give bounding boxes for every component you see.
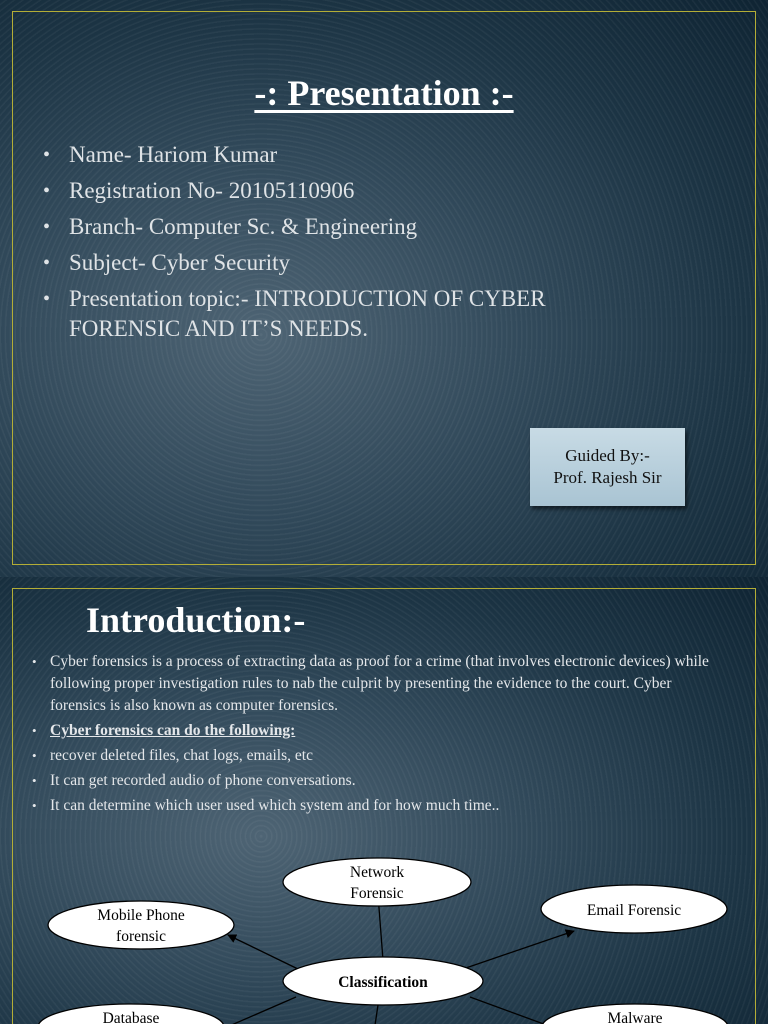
connector-mobile: [228, 935, 300, 970]
capability-text: It can determine which user used which system and for how much time..: [50, 797, 500, 814]
list-item: [40, 140, 640, 170]
list-item: [30, 770, 730, 792]
subject-text: Subject- Cyber Security: [69, 250, 291, 275]
connector-database: [220, 997, 296, 1024]
bullet-icon: •: [43, 216, 51, 238]
bullet-icon: •: [32, 798, 37, 813]
node-label: Classification: [338, 974, 428, 991]
info-list: [40, 140, 640, 350]
node-label: Malware: [607, 1010, 663, 1024]
list-item: [30, 720, 730, 742]
bullet-icon: •: [43, 252, 51, 274]
bullet-icon: •: [32, 748, 37, 763]
bullet-icon: •: [32, 654, 37, 669]
name-text: Name- Hariom Kumar: [69, 142, 278, 167]
topic-text: Presentation topic:- INTRODUCTION OF CYBER FORENSIC AND IT’S NEEDS.: [69, 286, 546, 341]
slide-introduction: [0, 577, 768, 1024]
bullet-icon: •: [43, 180, 51, 202]
node-network-forensic: [283, 858, 471, 906]
list-item: [30, 745, 730, 767]
bullet-icon: •: [43, 144, 51, 166]
node-email-forensic: [541, 885, 727, 933]
slide-title: Introduction:-: [86, 600, 306, 640]
classification-diagram: [0, 847, 768, 1024]
list-item: [30, 795, 730, 817]
branch-text: Branch- Computer Sc. & Engineering: [69, 214, 418, 239]
registration-text: Registration No- 20105110906: [69, 178, 355, 203]
intro-list: [30, 651, 730, 820]
list-item: [40, 176, 640, 206]
node-label: Network: [349, 864, 405, 881]
node-label: Forensic: [350, 885, 404, 902]
list-item: [40, 212, 640, 242]
node-label: Email Forensic: [586, 902, 682, 919]
capabilities-heading: Cyber forensics can do the following:: [50, 722, 296, 739]
bullet-icon: •: [32, 773, 37, 788]
list-item: [30, 651, 730, 717]
node-label: forensic: [116, 928, 166, 945]
guided-by-label: Guided By:-: [565, 446, 650, 465]
list-item: [40, 248, 640, 278]
guided-by-box: [530, 428, 685, 506]
bullet-icon: •: [32, 723, 37, 738]
capability-text: recover deleted files, chat logs, emails, etc: [50, 747, 313, 764]
slide-title: -: Presentation :-: [254, 73, 514, 113]
node-label: Mobile Phone: [97, 907, 185, 924]
capability-text: It can get recorded audio of phone conversations.: [50, 772, 356, 789]
node-database: [38, 1004, 224, 1024]
connector-bottom: [374, 1005, 378, 1024]
node-label: Database: [102, 1010, 160, 1024]
node-malware: [542, 1004, 728, 1024]
connector-email: [460, 931, 574, 970]
list-item: [40, 284, 640, 344]
node-classification: [283, 957, 483, 1005]
definition-text: Cyber forensics is a process of extracting data as proof for a crime (that involves electronic devices) while following proper investigation rules to nab the culprit by presenting the evidence to the court. Cyber forensics is also known as computer forensics.: [50, 653, 709, 714]
node-mobile-forensic: [48, 901, 234, 949]
bullet-icon: •: [43, 288, 51, 310]
guide-name: Prof. Rajesh Sir: [553, 468, 662, 487]
